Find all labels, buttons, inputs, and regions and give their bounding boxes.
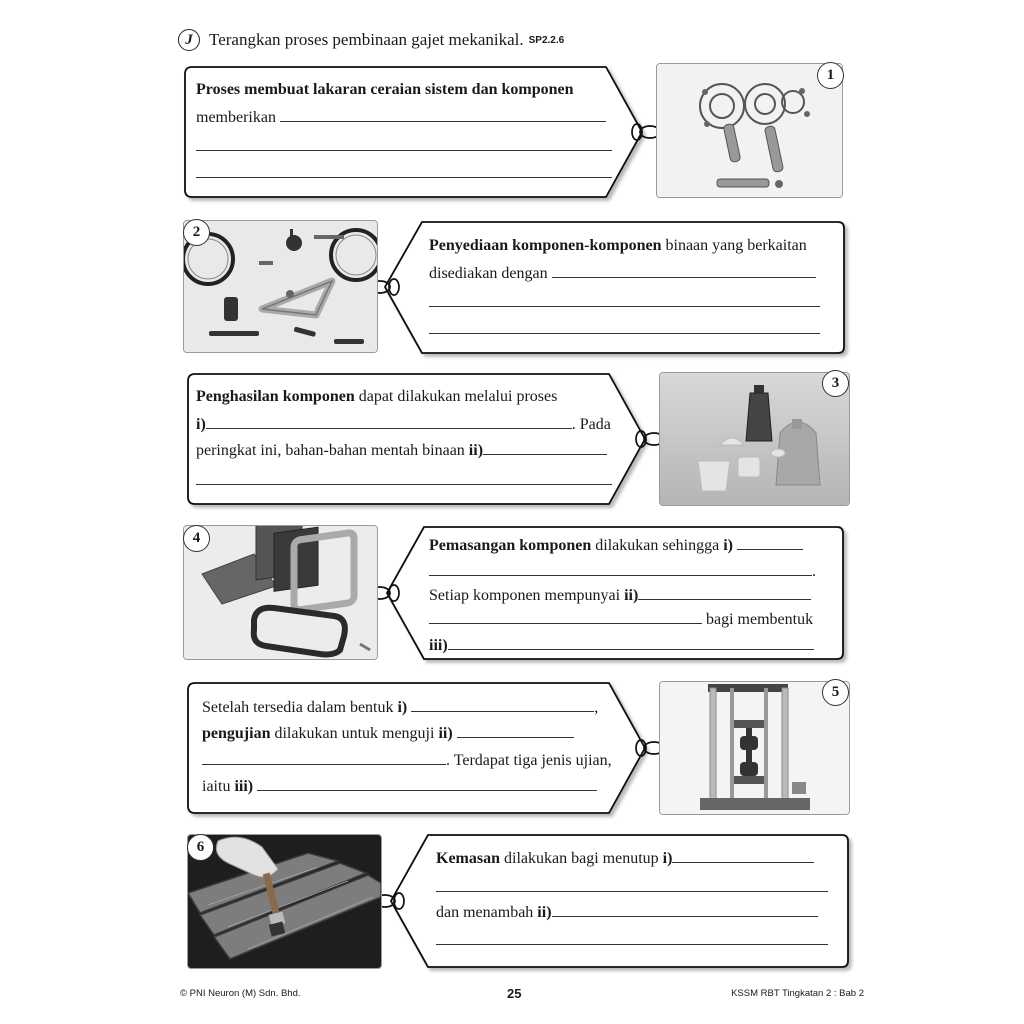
step-4-roman-ii: ii) xyxy=(624,587,639,604)
step-5-roman-ii: ii) xyxy=(438,725,453,742)
step-2-line-1 xyxy=(429,233,807,260)
step-6-answer-i-line-2[interactable] xyxy=(436,891,828,892)
step-4-number: 4 xyxy=(183,525,210,552)
step-4-period: . xyxy=(812,563,816,580)
step-5-roman-iii: iii) xyxy=(234,778,254,795)
step-2-answer-blank[interactable] xyxy=(552,260,816,278)
step-1-bold: Proses membuat lakaran ceraian sistem dan komponen xyxy=(196,81,574,98)
step-3-text: dapat dilakukan melalui proses xyxy=(354,388,558,405)
bicycle-parts-layout-photo xyxy=(184,221,377,352)
step-1-answer-line-3[interactable] xyxy=(196,177,612,178)
step-2-bold: Penyediaan komponen-komponen xyxy=(429,237,662,254)
step-2-photo xyxy=(183,220,378,353)
step-5-line-2 xyxy=(202,720,574,748)
wood-varnish-brush-photo xyxy=(188,835,381,968)
page-number: 25 xyxy=(507,986,522,1001)
step-3-photo xyxy=(659,372,850,506)
question-badge: J xyxy=(178,29,200,51)
step-4-roman-iii: iii) xyxy=(429,637,448,654)
step-6-line-3-text: dan menambah xyxy=(436,904,538,921)
step-6-line-3 xyxy=(436,899,818,927)
step-4-line-3-text: Setiap komponen mempunyai xyxy=(429,587,625,604)
step-5-answer-ii-blank[interactable] xyxy=(457,720,574,738)
step-1-answer-blank[interactable] xyxy=(280,104,606,122)
step-4-answer-i-line-2[interactable] xyxy=(429,558,812,576)
step-1-answer-line-2[interactable] xyxy=(196,150,612,151)
syllabus-code: SP2.2.6 xyxy=(528,34,565,46)
step-4-line-5 xyxy=(429,632,814,660)
step-5-line-4-text: iaitu xyxy=(202,778,235,795)
step-4-text: dilakukan sehingga xyxy=(591,537,724,554)
step-4-answer-i-blank[interactable] xyxy=(737,532,803,550)
step-3-roman-ii: ii) xyxy=(468,442,484,459)
step-1-line-2 xyxy=(196,104,606,132)
step-5-answer-i-blank[interactable] xyxy=(411,694,594,712)
step-3-answer-line-4[interactable] xyxy=(196,484,612,485)
step-6-roman-ii: ii) xyxy=(537,904,552,921)
step-6-roman-i: i) xyxy=(662,850,673,867)
step-5-number: 5 xyxy=(822,679,849,706)
step-4-answer-ii-line-2[interactable] xyxy=(429,606,702,624)
step-5-text: dilakukan untuk menguji xyxy=(270,725,439,742)
step-2-answer-line-2[interactable] xyxy=(429,306,820,307)
footer-reference: KSSM RBT Tingkatan 2 : Bab 2 xyxy=(731,988,864,999)
step-2-text: binaan yang berkaitan xyxy=(661,237,807,254)
step-3-line-1 xyxy=(196,384,557,411)
step-6-answer-ii-line-2[interactable] xyxy=(436,944,828,945)
step-1-photo xyxy=(656,63,843,198)
step-5-line-4 xyxy=(202,773,597,801)
step-3-answer-i-blank[interactable] xyxy=(206,411,572,429)
step-6-bold: Kemasan xyxy=(436,850,500,867)
step-6-photo xyxy=(187,834,382,969)
step-5-line-3-text: . Terdapat tiga jenis ujian, xyxy=(446,752,612,769)
step-6-number: 6 xyxy=(187,834,214,861)
step-5-line-3 xyxy=(202,747,612,775)
step-4-line-4-text: bagi membentuk xyxy=(706,611,814,628)
step-2-number: 2 xyxy=(183,219,210,246)
step-5-roman-i: i) xyxy=(397,699,408,716)
step-2-line-2 xyxy=(429,260,816,288)
device-assembly-exploded-photo xyxy=(184,526,377,659)
step-5-answer-ii-line-2[interactable] xyxy=(202,747,446,765)
step-4-bold: Pemasangan komponen xyxy=(429,537,592,554)
step-3-line-3-text: peringkat ini, bahan-bahan mentah binaan xyxy=(196,442,469,459)
step-3-suffix-i: . Pada xyxy=(571,416,611,433)
step-4-line-4 xyxy=(429,606,813,634)
step-4-photo xyxy=(183,525,378,660)
step-3-line-2 xyxy=(196,411,611,439)
step-3-bold: Penghasilan komponen xyxy=(196,388,355,405)
step-2-answer-line-3[interactable] xyxy=(429,333,820,334)
step-3-line-3 xyxy=(196,437,607,465)
step-6-answer-i-blank[interactable] xyxy=(672,845,814,863)
step-3-roman-i: i) xyxy=(196,416,206,433)
step-1-number: 1 xyxy=(817,62,844,89)
bicycle-crankset-parts-photo xyxy=(657,64,842,197)
question-instruction: Terangkan proses pembinaan gajet mekanikal. xyxy=(209,30,524,49)
step-4-line-1 xyxy=(429,532,803,560)
step-3-answer-ii-blank[interactable] xyxy=(483,437,607,455)
step-2-prefix: disediakan dengan xyxy=(429,265,548,282)
footer-publisher: © PNI Neuron (M) Sdn. Bhd. xyxy=(180,988,301,999)
coffee-pot-components-photo xyxy=(660,373,849,505)
step-5-answer-iii-blank[interactable] xyxy=(257,773,597,791)
step-1-line-1 xyxy=(196,77,574,104)
step-4-answer-ii-blank[interactable] xyxy=(638,582,811,600)
step-4-answer-iii-blank[interactable] xyxy=(448,632,814,650)
step-5-bold: pengujian xyxy=(202,725,271,742)
step-6-line-1 xyxy=(436,845,814,873)
step-4-roman-i: i) xyxy=(723,537,733,554)
step-3-number: 3 xyxy=(822,370,849,397)
step-5-line-1 xyxy=(202,694,598,722)
step-1-prefix: memberikan xyxy=(196,109,276,126)
tensile-testing-machine-photo xyxy=(660,682,849,814)
step-5-line-1-text: Setelah tersedia dalam bentuk xyxy=(202,699,398,716)
step-5-photo xyxy=(659,681,850,815)
step-6-text: dilakukan bagi menutup xyxy=(500,850,663,867)
step-6-answer-ii-blank[interactable] xyxy=(552,899,818,917)
step-5-comma: , xyxy=(594,699,599,716)
